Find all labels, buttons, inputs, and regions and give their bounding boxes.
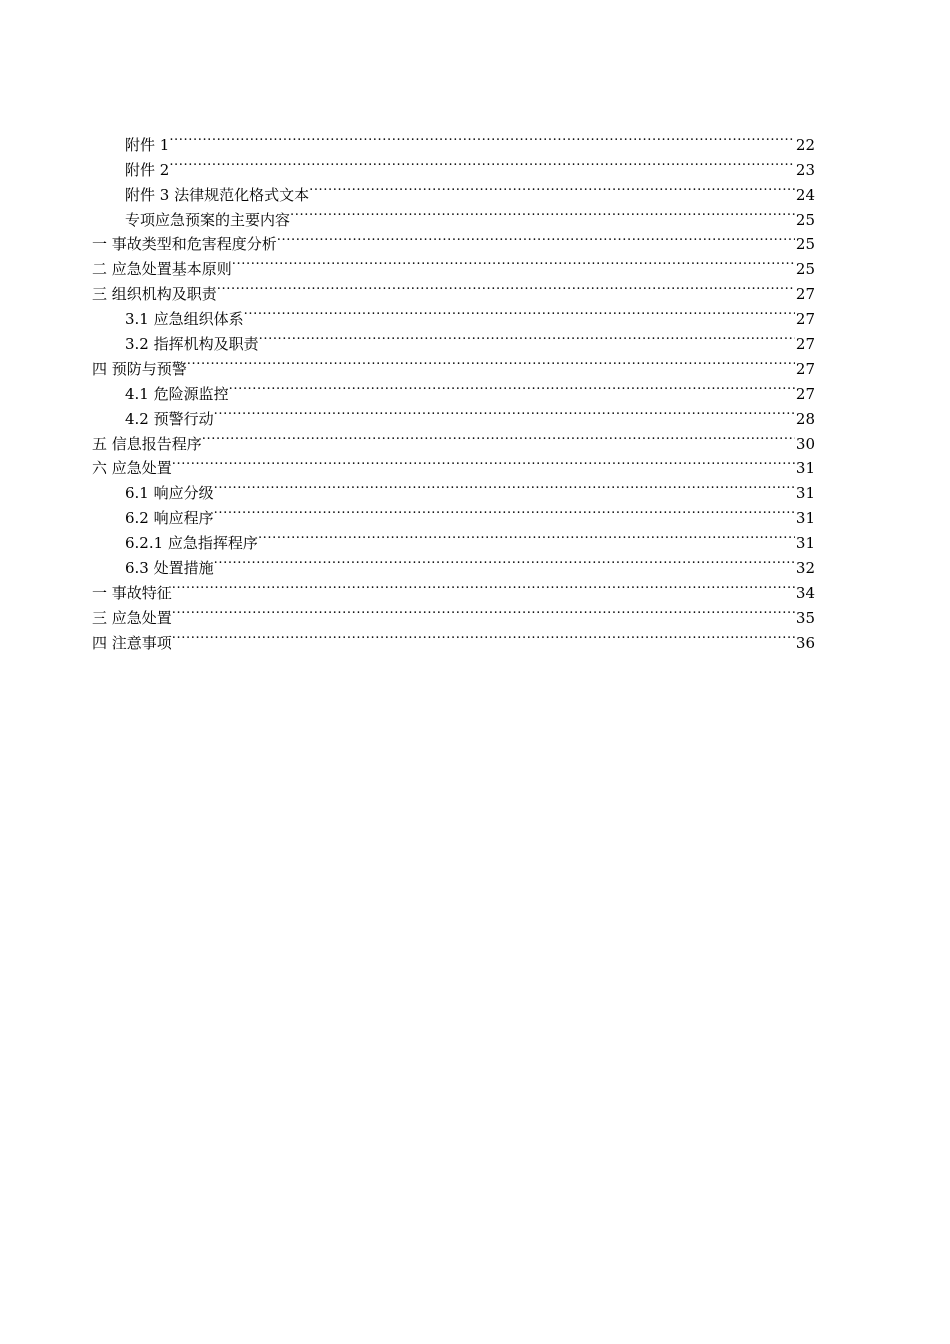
toc-entry-label: 二 应急处置基本原则 xyxy=(92,260,232,279)
toc-entry[interactable] xyxy=(92,449,815,478)
toc-entry-label: 三 应急处置 xyxy=(92,608,172,627)
toc-entry-label: 四 注意事项 xyxy=(92,633,172,652)
toc-entry-label: 附件 1 xyxy=(125,135,170,154)
toc-dot-leader xyxy=(258,523,795,548)
toc-dot-leader xyxy=(259,324,795,349)
toc-entry-page: 35 xyxy=(795,608,815,627)
table-of-contents xyxy=(92,125,815,652)
toc-entry-page: 24 xyxy=(795,185,815,204)
toc-dot-leader xyxy=(244,299,795,324)
toc-entry-page: 31 xyxy=(795,534,815,553)
toc-dot-leader xyxy=(309,175,795,200)
toc-dot-leader xyxy=(202,424,795,449)
toc-entry-label: 4.1 危险源监控 xyxy=(125,384,229,403)
toc-entry-page: 22 xyxy=(795,135,815,154)
toc-entry-page: 27 xyxy=(795,310,815,329)
toc-dot-leader xyxy=(214,548,795,573)
toc-dot-leader xyxy=(172,598,795,623)
toc-entry-label: 3.2 指挥机构及职责 xyxy=(125,335,259,354)
toc-entry[interactable] xyxy=(92,150,815,179)
toc-dot-leader xyxy=(214,399,795,424)
toc-dot-leader xyxy=(277,225,795,250)
toc-dot-leader xyxy=(187,349,795,374)
toc-entry-page: 31 xyxy=(795,509,815,528)
toc-entry[interactable] xyxy=(92,573,815,602)
toc-dot-leader xyxy=(232,249,795,274)
toc-entry[interactable] xyxy=(92,598,815,627)
toc-entry-label: 三 组织机构及职责 xyxy=(92,285,217,304)
toc-entry-label: 一 事故类型和危害程度分析 xyxy=(92,235,277,254)
toc-dot-leader xyxy=(214,473,795,498)
toc-dot-leader xyxy=(217,274,795,299)
toc-entry-label: 一 事故特征 xyxy=(92,583,172,602)
toc-entry-page: 36 xyxy=(795,633,815,652)
toc-entry-label: 六 应急处置 xyxy=(92,459,172,478)
toc-entry[interactable] xyxy=(92,374,815,403)
toc-entry-label: 6.1 响应分级 xyxy=(125,484,214,503)
toc-entry-page: 27 xyxy=(795,359,815,378)
toc-entry-label: 专项应急预案的主要内容 xyxy=(125,210,291,229)
toc-entry-label: 四 预防与预警 xyxy=(92,359,187,378)
toc-entry-page: 25 xyxy=(795,210,815,229)
toc-dot-leader xyxy=(229,374,795,399)
toc-entry-page: 28 xyxy=(795,409,815,428)
toc-entry-page: 34 xyxy=(795,583,815,602)
toc-dot-leader xyxy=(290,200,795,225)
toc-dot-leader xyxy=(169,125,795,150)
toc-entry[interactable] xyxy=(92,175,815,204)
toc-entry-page: 25 xyxy=(795,235,815,254)
toc-entry-page: 30 xyxy=(795,434,815,453)
toc-dot-leader xyxy=(172,449,795,474)
toc-entry-page: 27 xyxy=(795,384,815,403)
toc-entry-label: 附件 3 法律规范化格式文本 xyxy=(125,185,310,204)
toc-entry-page: 23 xyxy=(795,160,815,179)
toc-entry[interactable] xyxy=(92,125,815,154)
toc-entry-label: 6.2.1 应急指挥程序 xyxy=(125,534,258,553)
toc-entry[interactable] xyxy=(92,623,815,652)
toc-dot-leader xyxy=(214,498,795,523)
toc-entry-label: 附件 2 xyxy=(125,160,170,179)
toc-entry-label: 6.3 处置措施 xyxy=(125,559,214,578)
toc-entry-page: 27 xyxy=(795,335,815,354)
toc-entry-label: 五 信息报告程序 xyxy=(92,434,202,453)
toc-entry-page: 25 xyxy=(795,260,815,279)
toc-entry-page: 27 xyxy=(795,285,815,304)
toc-entry[interactable] xyxy=(92,473,815,503)
toc-entry-page: 31 xyxy=(795,484,815,503)
toc-entry-page: 32 xyxy=(795,559,815,578)
toc-dot-leader xyxy=(172,573,795,598)
toc-entry[interactable] xyxy=(92,349,815,378)
toc-entry-label: 4.2 预警行动 xyxy=(125,409,214,428)
toc-entry-page: 31 xyxy=(795,459,815,478)
toc-dot-leader xyxy=(172,623,795,648)
toc-entry-label: 3.1 应急组织体系 xyxy=(125,310,244,329)
toc-entry-label: 6.2 响应程序 xyxy=(125,509,214,528)
toc-dot-leader xyxy=(169,150,795,175)
